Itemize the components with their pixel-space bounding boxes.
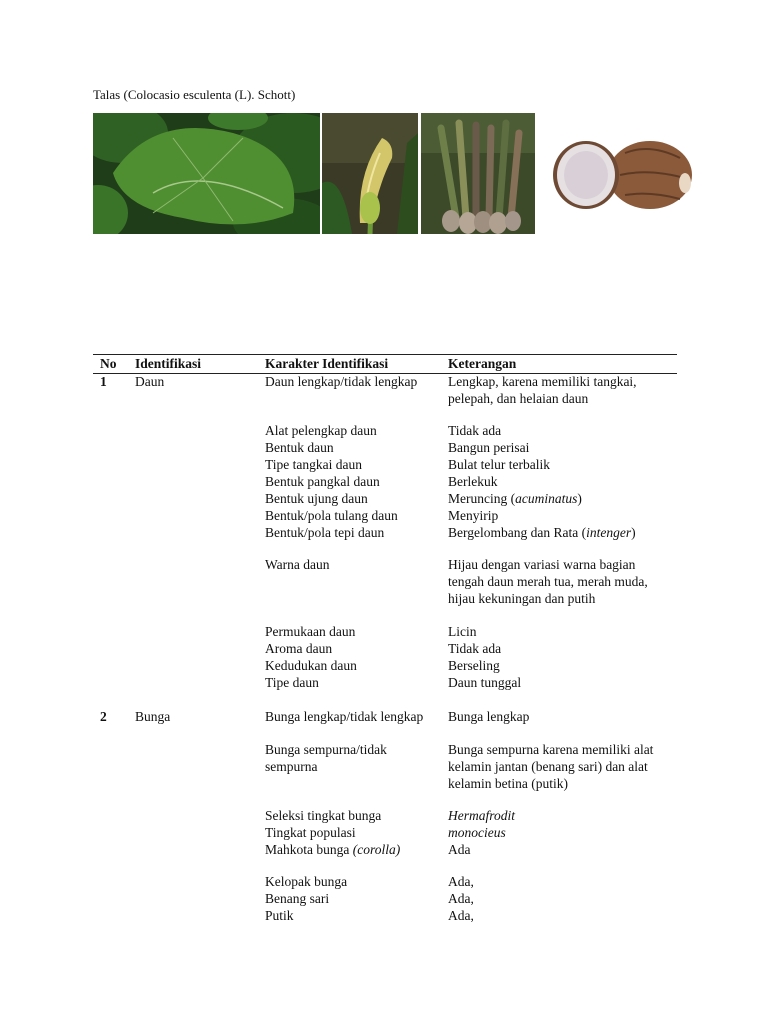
table-row — [93, 374, 677, 423]
section-number: 2 — [100, 709, 107, 724]
karakter-cell: Bunga sempurna/tidak sempurna — [265, 742, 387, 774]
keterangan-cell: Lengkap, karena memiliki tangkai, pelepah, dan helaian daun — [448, 374, 637, 406]
section-name: Bunga — [135, 709, 171, 724]
table-row — [93, 842, 677, 874]
table-row — [93, 742, 677, 808]
keterangan-cell: Tidak ada — [448, 641, 502, 656]
table-row — [93, 525, 677, 557]
karakter-cell: Bentuk pangkal daun — [265, 474, 380, 489]
keterangan-cell: Hermafrodit — [448, 808, 515, 823]
keterangan-cell: Hijau dengan variasi warna bagian tengah daun merah tua, merah muda, hijau kekuningan dan putih — [448, 557, 648, 606]
keterangan-cell: Ada — [448, 842, 471, 857]
table-row — [93, 457, 677, 474]
keterangan-cell: Ada, — [448, 874, 474, 889]
table-row — [93, 508, 677, 525]
table-row — [93, 641, 677, 658]
karakter-cell: Seleksi tingkat bunga — [265, 808, 382, 823]
table-row — [93, 658, 677, 675]
karakter-cell: Tipe tangkai daun — [265, 457, 362, 472]
karakter-cell: Tipe daun — [265, 675, 319, 690]
section-name: Daun — [135, 374, 165, 389]
keterangan-cell: Bulat telur terbalik — [448, 457, 550, 472]
karakter-cell: Daun lengkap/tidak lengkap — [265, 374, 418, 389]
table-row — [93, 557, 677, 624]
karakter-cell: Mahkota bunga (corolla) — [265, 842, 401, 857]
karakter-cell: Aroma daun — [265, 641, 333, 656]
keterangan-cell: Bangun perisai — [448, 440, 530, 455]
keterangan-cell: Bunga lengkap — [448, 709, 530, 724]
identification-table — [93, 354, 677, 925]
karakter-cell: Kelopak bunga — [265, 874, 348, 889]
header-identifikasi: Identifikasi — [135, 356, 202, 371]
karakter-cell: Tingkat populasi — [265, 825, 356, 840]
karakter-cell: Permukaan daun — [265, 624, 356, 639]
karakter-cell: Warna daun — [265, 557, 330, 572]
karakter-cell: Alat pelengkap daun — [265, 423, 377, 438]
karakter-cell: Bentuk/pola tulang daun — [265, 508, 398, 523]
table-row — [93, 908, 677, 925]
section-number: 1 — [100, 374, 107, 389]
table-row — [93, 675, 677, 709]
table-row — [93, 491, 677, 508]
keterangan-cell: monocieus — [448, 825, 506, 840]
karakter-cell: Bentuk ujung daun — [265, 491, 368, 506]
photo-tuber — [540, 113, 708, 234]
keterangan-cell: Licin — [448, 624, 477, 639]
header-karakter: Karakter Identifikasi — [265, 356, 389, 371]
table-row — [93, 709, 677, 742]
table-row — [93, 808, 677, 825]
karakter-cell: Bunga lengkap/tidak lengkap — [265, 709, 424, 724]
karakter-cell: Bentuk/pola tepi daun — [265, 525, 385, 540]
keterangan-cell: Daun tunggal — [448, 675, 522, 690]
karakter-cell: Bentuk daun — [265, 440, 334, 455]
document-title: Talas (Colocasio esculenta (L). Schott) — [93, 87, 296, 102]
table-row — [93, 440, 677, 457]
keterangan-cell: Bunga sempurna karena memiliki alat kelamin jantan (benang sari) dan alat kelamin betina (putik) — [448, 742, 654, 791]
karakter-cell: Putik — [265, 908, 294, 923]
keterangan-cell: Menyirip — [448, 508, 499, 523]
photo-stalks — [421, 113, 535, 234]
header-no: No — [100, 356, 117, 371]
keterangan-cell: Berseling — [448, 658, 500, 673]
photo-strip — [0, 113, 768, 235]
keterangan-cell: Meruncing (acuminatus) — [448, 491, 582, 506]
keterangan-cell: Ada, — [448, 891, 474, 906]
keterangan-cell: Tidak ada — [448, 423, 502, 438]
table-row — [93, 874, 677, 891]
table-row — [93, 474, 677, 491]
table-header — [93, 354, 677, 374]
table-row — [93, 423, 677, 440]
header-keterangan: Keterangan — [448, 356, 517, 371]
keterangan-cell: Bergelombang dan Rata (intenger) — [448, 525, 636, 540]
photo-leaf — [93, 113, 320, 234]
photo-flower — [322, 113, 418, 234]
table-row — [93, 891, 677, 908]
table-row — [93, 825, 677, 842]
keterangan-cell: Berlekuk — [448, 474, 498, 489]
table-row — [93, 624, 677, 641]
karakter-cell: Benang sari — [265, 891, 330, 906]
keterangan-cell: Ada, — [448, 908, 474, 923]
karakter-cell: Kedudukan daun — [265, 658, 357, 673]
